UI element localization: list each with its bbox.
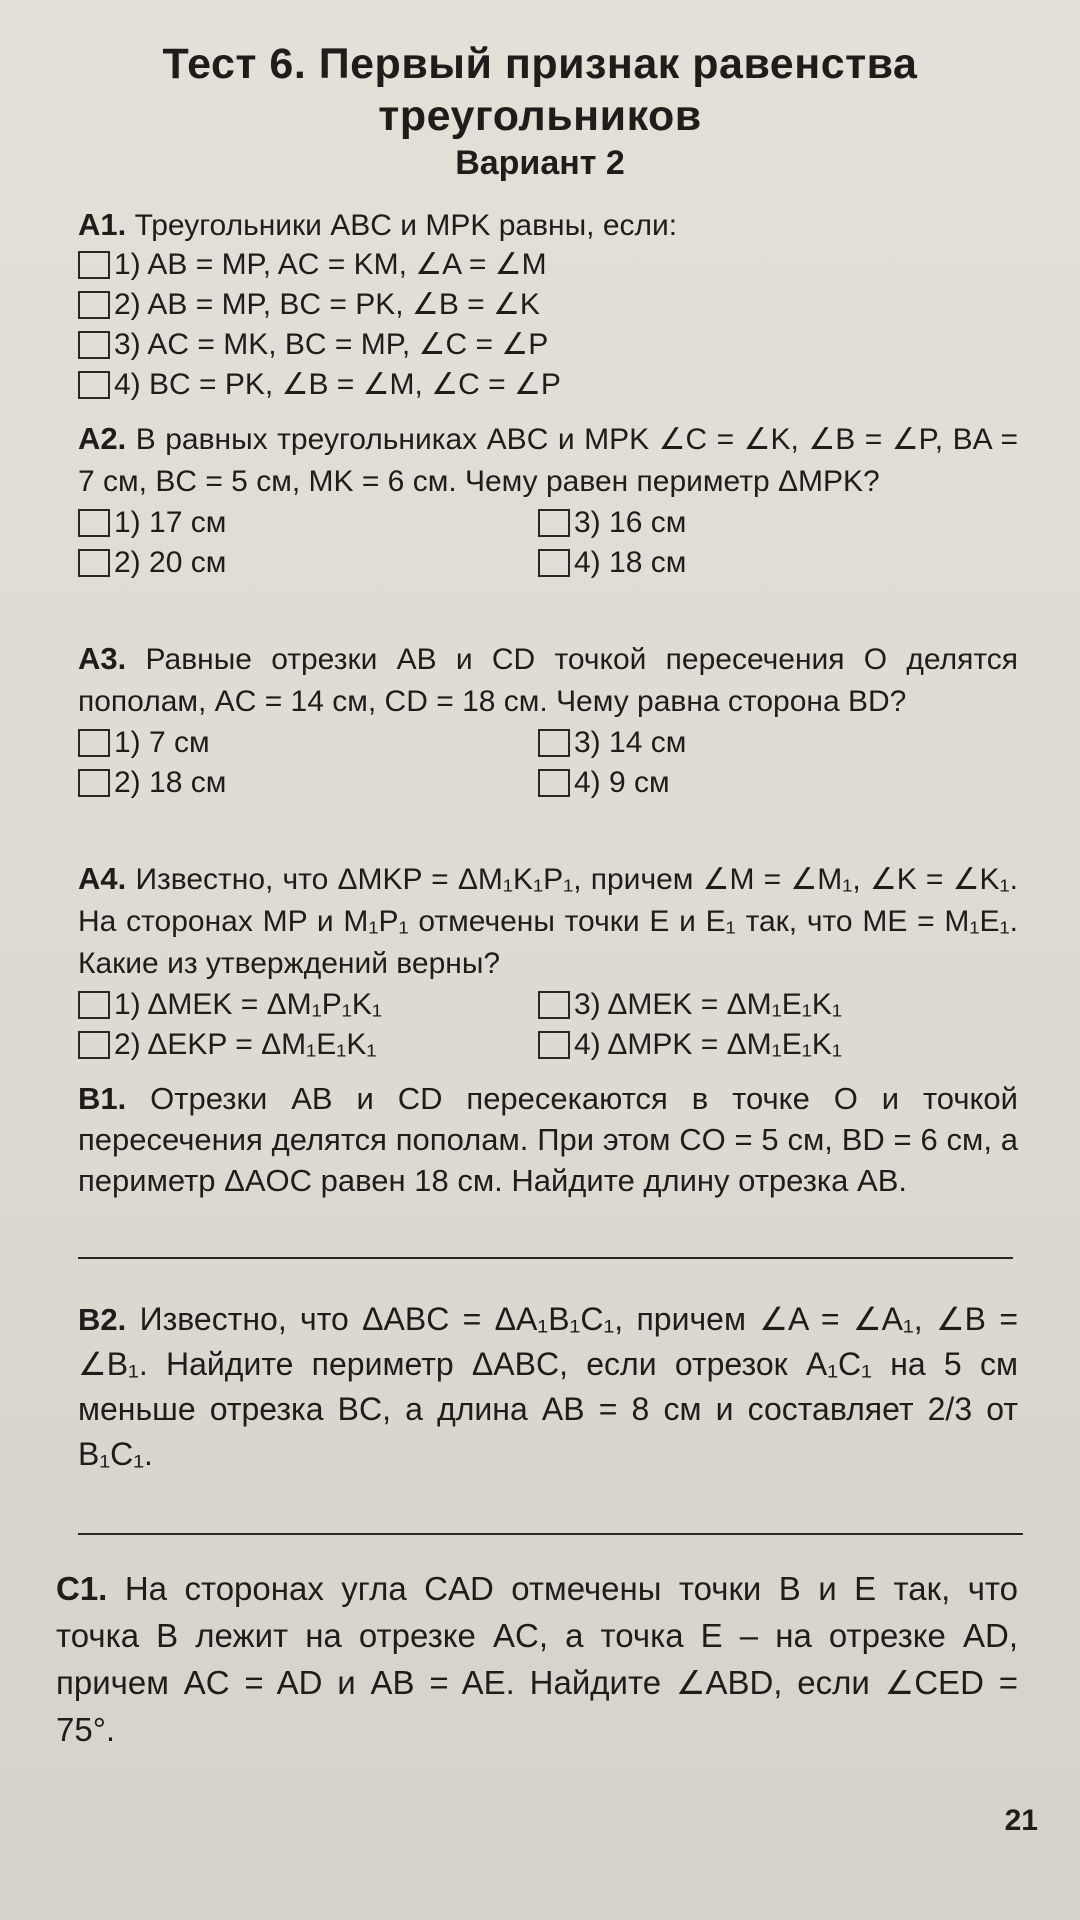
option-label: 3) AC = MK, BC = MP, ∠C = ∠P (114, 328, 549, 361)
option-label: 1) AB = MP, AC = KM, ∠A = ∠M (114, 248, 547, 281)
answer-option[interactable] (78, 985, 538, 1025)
task-a1 (78, 205, 1018, 410)
variant-heading: Вариант 2 (455, 144, 625, 182)
task-a4 (78, 858, 1018, 1070)
option-label: 4) ΔMPK = ΔM₁E₁K₁ (574, 1028, 843, 1061)
task-number: А3. (78, 641, 127, 676)
checkbox[interactable] (78, 331, 110, 359)
checkbox[interactable] (538, 991, 570, 1019)
task-a2 (78, 418, 1018, 630)
task-b1 (78, 1078, 1018, 1201)
checkbox[interactable] (78, 549, 110, 577)
task-number: В1. (78, 1081, 127, 1116)
answer-option[interactable] (538, 763, 998, 803)
task-question: На сторонах угла CAD отмечены точки B и E так, что точка B лежит на отрезке AC, а точка E – на отрезке AD, причем AC = AD и AB = AE. Найдите ∠ABD, если ∠CED = 75°. (56, 1570, 1018, 1748)
checkbox[interactable] (538, 509, 570, 537)
option-label: 4) 18 см (574, 546, 687, 579)
option-label: 3) 14 см (574, 726, 687, 759)
checkbox[interactable] (78, 371, 110, 399)
checkbox[interactable] (538, 549, 570, 577)
answer-option[interactable] (538, 723, 998, 763)
answer-line[interactable] (78, 1533, 1023, 1535)
answer-option[interactable] (78, 365, 1018, 405)
task-question: Известно, что ΔABC = ΔA₁B₁C₁, причем ∠A = ∠A₁, ∠B = ∠B₁. Найдите периметр ΔABC, если отрезок A₁C₁ на 5 см меньше отрезка BC, а длина AB = 8 см и составляет 2/3 от B₁C₁. (78, 1301, 1019, 1472)
page-number: 21 (1004, 1804, 1038, 1837)
title-line-1: Тест 6. Первый признак равенства (162, 40, 918, 88)
answer-option[interactable] (78, 285, 1018, 325)
option-label: 2) 18 см (114, 766, 227, 799)
answer-option[interactable] (78, 763, 538, 803)
task-number: А4. (78, 861, 127, 896)
title-line-2: треугольников (378, 92, 702, 140)
checkbox[interactable] (78, 509, 110, 537)
task-b2 (78, 1297, 1018, 1477)
answer-line[interactable] (78, 1257, 1013, 1259)
task-number: А1. (78, 207, 127, 242)
checkbox[interactable] (78, 991, 110, 1019)
task-a3 (78, 638, 1018, 850)
answer-option[interactable] (78, 503, 538, 543)
test-title (60, 38, 1020, 142)
option-label: 3) ΔMEK = ΔM₁E₁K₁ (574, 988, 843, 1021)
answer-option[interactable] (538, 985, 998, 1025)
answer-option[interactable] (78, 723, 538, 763)
task-number: А2. (78, 421, 127, 456)
task-c1 (56, 1565, 1018, 1753)
checkbox[interactable] (78, 769, 110, 797)
answer-option[interactable] (78, 543, 538, 583)
task-question: В равных треугольниках ABC и MPK ∠C = ∠K, ∠B = ∠P, BA = 7 см, BC = 5 см, MK = 6 см. Чему равен периметр ΔMPK? (78, 423, 1018, 498)
checkbox[interactable] (538, 1031, 570, 1059)
option-label: 3) 16 см (574, 506, 687, 539)
answer-option[interactable] (78, 325, 1018, 365)
checkbox[interactable] (78, 729, 110, 757)
checkbox[interactable] (538, 729, 570, 757)
option-label: 2) ΔEKP = ΔM₁E₁K₁ (114, 1028, 377, 1061)
checkbox[interactable] (78, 1031, 110, 1059)
option-label: 1) 17 см (114, 506, 227, 539)
option-label: 2) 20 см (114, 546, 227, 579)
task-question: Треугольники ABC и MPK равны, если: (134, 209, 678, 242)
option-label: 4) BC = PK, ∠B = ∠M, ∠C = ∠P (114, 368, 561, 401)
task-question: Отрезки AB и CD пересекаются в точке O и точкой пересечения делятся пополам. При этом CO = 5 см, BD = 6 см, а периметр ΔAOC равен 18 см. Найдите длину отрезка AB. (78, 1081, 1018, 1198)
tasks (56, 205, 1019, 1753)
answer-option[interactable] (538, 503, 998, 543)
task-question: Известно, что ΔMKP = ΔM₁K₁P₁, причем ∠M = ∠M₁, ∠K = ∠K₁. На сторонах MP и M₁P₁ отмечены точки E и E₁ так, что ME = M₁E₁. Какие из утверждений верны? (78, 863, 1018, 980)
task-number: В2. (78, 1302, 127, 1337)
task-number: С1. (56, 1570, 108, 1607)
answer-option[interactable] (78, 245, 1018, 285)
checkbox[interactable] (78, 251, 110, 279)
answer-option[interactable] (538, 1025, 998, 1065)
option-label: 1) ΔMEK = ΔM₁P₁K₁ (114, 988, 383, 1021)
option-label: 1) 7 см (114, 726, 210, 759)
checkbox[interactable] (538, 769, 570, 797)
answer-option[interactable] (78, 1025, 538, 1065)
task-question: Равные отрезки AB и CD точкой пересечения O делятся пополам, AC = 14 см, CD = 18 см. Чему равна сторона BD? (78, 643, 1018, 718)
option-label: 4) 9 см (574, 766, 670, 799)
checkbox[interactable] (78, 291, 110, 319)
answer-option[interactable] (538, 543, 998, 583)
option-label: 2) AB = MP, BC = PK, ∠B = ∠K (114, 288, 540, 321)
